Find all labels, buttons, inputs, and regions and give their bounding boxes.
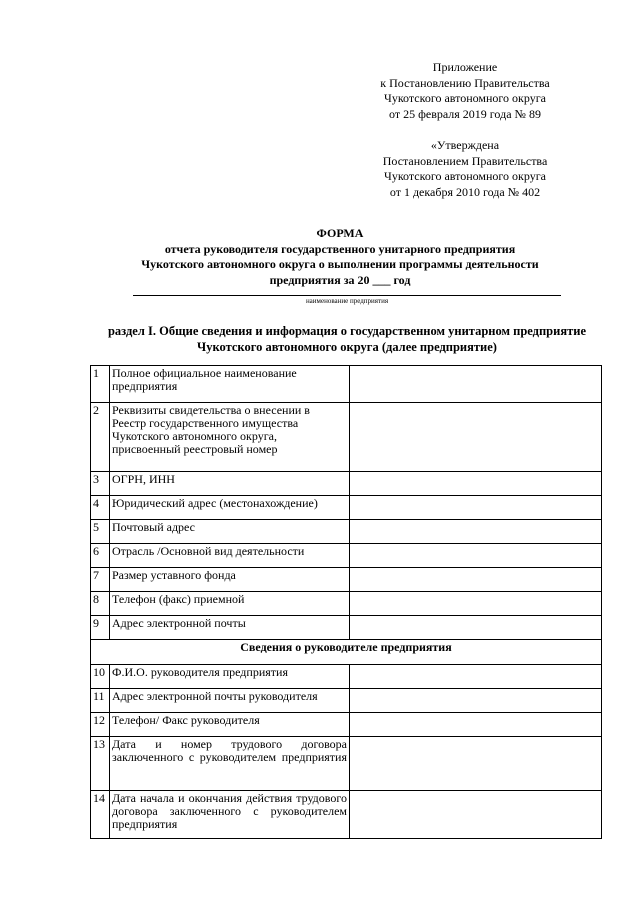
table-row bbox=[91, 403, 602, 472]
table-row bbox=[91, 544, 602, 568]
row-label: Реквизиты свидетельства о внесении в Реестр государственного имущества Чукотского автономного округа, присвоенный реестровый номер bbox=[110, 403, 350, 472]
row-value-field[interactable] bbox=[350, 791, 602, 839]
row-number: 10 bbox=[91, 665, 110, 689]
approved-header bbox=[360, 138, 570, 200]
table-subheading: Сведения о руководителе предприятия bbox=[91, 640, 602, 665]
enterprise-name-caption: наименование предприятия bbox=[305, 297, 389, 305]
row-label: Адрес электронной почты bbox=[110, 616, 350, 640]
table-row bbox=[91, 737, 602, 791]
row-number: 8 bbox=[91, 592, 110, 616]
row-label: Полное официальное наименование предприятия bbox=[110, 366, 350, 403]
row-label: Телефон/ Факс руководителя bbox=[110, 713, 350, 737]
form-title bbox=[100, 226, 580, 288]
info-table bbox=[90, 365, 602, 839]
row-number: 2 bbox=[91, 403, 110, 472]
row-value-field[interactable] bbox=[350, 665, 602, 689]
table-row bbox=[91, 366, 602, 403]
row-number: 4 bbox=[91, 496, 110, 520]
title-line: ФОРМА bbox=[316, 226, 364, 240]
row-value-field[interactable] bbox=[350, 568, 602, 592]
row-value-field[interactable] bbox=[350, 403, 602, 472]
row-number: 11 bbox=[91, 689, 110, 713]
table-row bbox=[91, 791, 602, 839]
table-row bbox=[91, 472, 602, 496]
table-row bbox=[91, 616, 602, 640]
table-row bbox=[91, 568, 602, 592]
table-row bbox=[91, 592, 602, 616]
appendix-line: Приложение bbox=[432, 60, 498, 74]
title-line: Чукотского автономного округа о выполнении программы деятельности bbox=[141, 257, 539, 271]
row-value-field[interactable] bbox=[350, 689, 602, 713]
row-number: 9 bbox=[91, 616, 110, 640]
section-heading bbox=[84, 324, 610, 355]
row-number: 6 bbox=[91, 544, 110, 568]
row-number: 5 bbox=[91, 520, 110, 544]
row-number: 14 bbox=[91, 791, 110, 839]
row-number: 1 bbox=[91, 366, 110, 403]
row-label: ОГРН, ИНН bbox=[110, 472, 350, 496]
row-label: Дата начала и окончания действия трудового договора заключенного с руководителем предприятия bbox=[110, 791, 350, 839]
row-label: Телефон (факс) приемной bbox=[110, 592, 350, 616]
approved-line: от 1 декабря 2010 года № 402 bbox=[389, 184, 541, 199]
appendix-line: к Постановлению Правительства bbox=[380, 75, 550, 90]
title-line: отчета руководителя государственного унитарного предприятия bbox=[164, 241, 516, 256]
enterprise-name-line[interactable] bbox=[133, 295, 561, 296]
row-number: 3 bbox=[91, 472, 110, 496]
row-value-field[interactable] bbox=[350, 366, 602, 403]
appendix-line: Чукотского автономного округа bbox=[384, 91, 546, 105]
approved-line: «Утверждена bbox=[430, 138, 500, 152]
approved-line: Чукотского автономного округа bbox=[384, 169, 546, 183]
appendix-line: от 25 февраля 2019 года № 89 bbox=[389, 106, 541, 121]
row-label: Отрасль /Основной вид деятельности bbox=[110, 544, 350, 568]
section-line: Чукотского автономного округа (далее предприятие) bbox=[197, 339, 497, 354]
row-label: Адрес электронной почты руководителя bbox=[110, 689, 350, 713]
row-value-field[interactable] bbox=[350, 713, 602, 737]
row-number: 7 bbox=[91, 568, 110, 592]
row-value-field[interactable] bbox=[350, 544, 602, 568]
table-row bbox=[91, 520, 602, 544]
approved-line: Постановлением Правительства bbox=[382, 153, 548, 168]
row-label: Размер уставного фонда bbox=[110, 568, 350, 592]
appendix-header bbox=[360, 60, 570, 122]
table-row bbox=[91, 689, 602, 713]
row-value-field[interactable] bbox=[350, 520, 602, 544]
row-value-field[interactable] bbox=[350, 472, 602, 496]
table-subheading-row bbox=[91, 640, 602, 665]
section-line: раздел I. Общие сведения и информация о государственном унитарном предприятие bbox=[107, 324, 586, 338]
table-row bbox=[91, 496, 602, 520]
row-value-field[interactable] bbox=[350, 592, 602, 616]
row-label: Дата и номер трудового договора заключенного с руководителем предприятия bbox=[110, 737, 350, 791]
row-label: Юридический адрес (местонахождение) bbox=[110, 496, 350, 520]
title-line: предприятия за 20 ___ год bbox=[269, 272, 411, 287]
table-row bbox=[91, 713, 602, 737]
row-value-field[interactable] bbox=[350, 616, 602, 640]
row-value-field[interactable] bbox=[350, 496, 602, 520]
table-row bbox=[91, 665, 602, 689]
row-value-field[interactable] bbox=[350, 737, 602, 791]
row-label: Ф.И.О. руководителя предприятия bbox=[110, 665, 350, 689]
row-label: Почтовый адрес bbox=[110, 520, 350, 544]
row-number: 12 bbox=[91, 713, 110, 737]
row-number: 13 bbox=[91, 737, 110, 791]
